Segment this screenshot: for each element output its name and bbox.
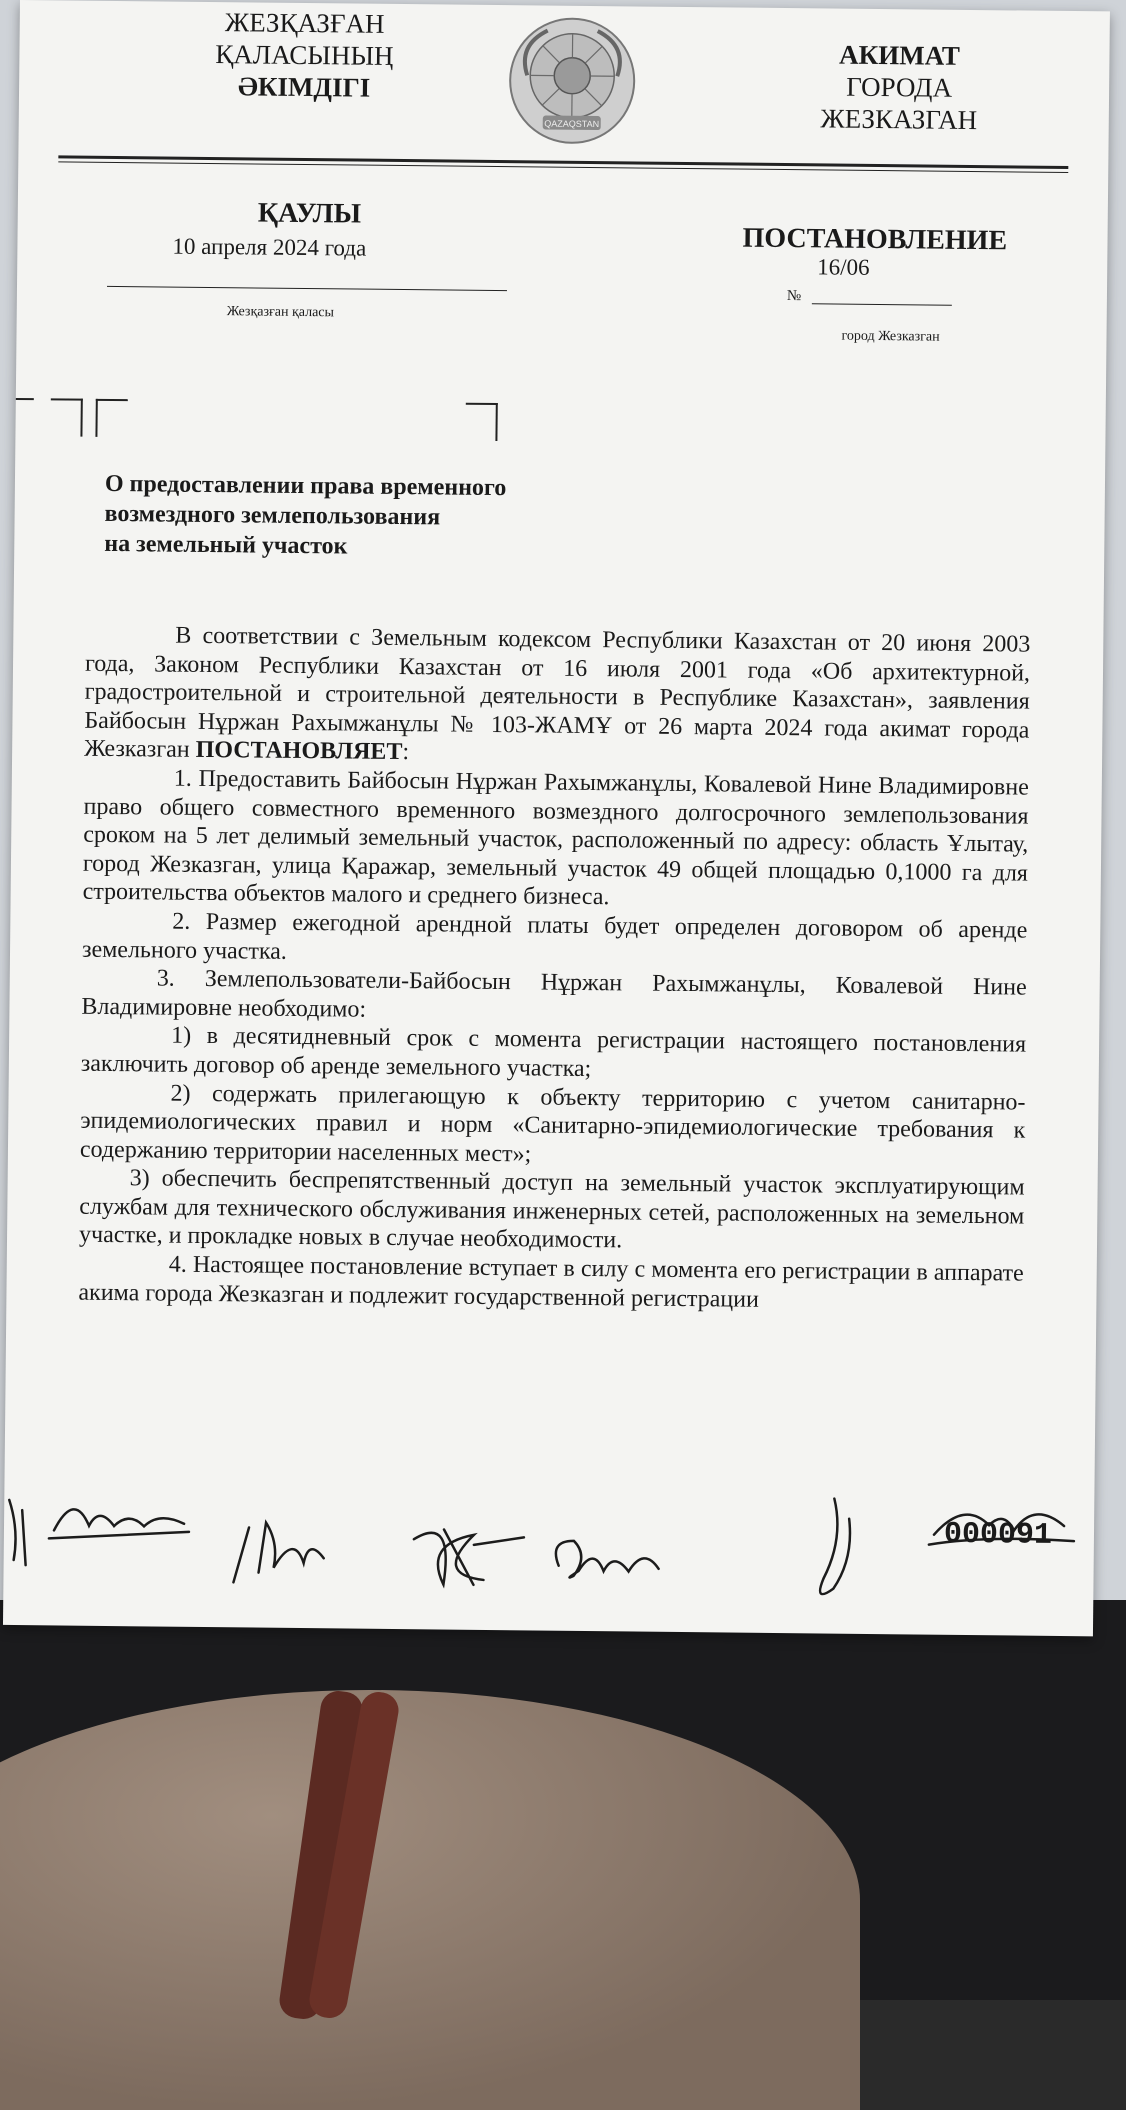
city-ru: город Жезказган [841, 329, 939, 346]
preamble-colon: : [402, 739, 409, 765]
header-ru-line2: ГОРОДА [779, 70, 1019, 105]
paragraph-1: 1. Предоставить Байбосын Нұржан Рахымжанұлы, Ковалевой Нине Владимировне право общего совместного временного возмездного долгосрочного землепользования сроком на 5 лет делимый земельный участок, расположенный по адресу: область Ұлытау, город Жезказган, улица Қаражар, земельный участок 49 общей площадью 0,1000 га для строительства объектов малого и среднего бизнеса. [83, 764, 1029, 917]
doc-title [104, 469, 506, 563]
signature-1 [9, 1500, 27, 1565]
paragraph-3-3: 3) обеспечить беспрепятственный доступ на земельный участок эксплуатирующим службам для технического обслуживания инженерных сетей, расположенных на земельном участке, и прокладке новых в случае необходимости. [79, 1164, 1025, 1260]
header-kazakh [169, 6, 440, 105]
paragraph-3-2: 2) содержать прилегающую к объекту территорию с учетом санитарно-эпидемиологических правил и норм «Санитарно-эпидемиологические требования к содержанию территории населенных мест»; [80, 1078, 1026, 1174]
signature-5 [556, 1541, 659, 1579]
corner-mark-3 [465, 403, 497, 441]
doc-body [78, 621, 1030, 1317]
title-line3: на земельный участок [104, 529, 506, 563]
date-underline [107, 286, 507, 291]
serial-number: 000091 [944, 1518, 1052, 1553]
header-ru-line1: АКИМАТ [779, 38, 1019, 73]
header-russian [779, 38, 1020, 137]
header-kz-line2: ҚАЛАСЫНЫҢ [169, 38, 439, 73]
document-page [3, 0, 1110, 1636]
header-kz-line1: ЖЕЗҚАЗҒАН [170, 6, 440, 41]
doc-date: 10 апреля 2024 года [172, 234, 366, 262]
title-line2: возмездного землепользования [104, 499, 506, 533]
signature-3 [233, 1522, 324, 1583]
doc-type-kz: ҚАУЛЫ [258, 198, 362, 231]
corner-mark-1 [50, 398, 82, 436]
header-ru-line3: ЖЕЗКАЗГАН [779, 102, 1019, 137]
number-sign: № [787, 288, 801, 305]
preamble-text: В соответствии с Земельным кодексом Республики Казахстан от 20 июня 2003 года, Законом Республики Казахстан от 16 июля 2001 года «Об архитектурной, градостроительной и строительной деятельности в Республике Казахстан», заявления Байбосын Нұржан Рахымжанұлы № 103-ЖАМҰ от 26 марта 2024 года акимат города Жезказган [84, 623, 1030, 764]
doc-type-ru: ПОСТАНОВЛЕНИЕ [742, 223, 1007, 258]
title-line1: О предоставлении права временного [105, 469, 507, 503]
corner-mark [16, 398, 34, 400]
paragraph-4: 4. Настоящее постановление вступает в силу с момента его регистрации в аппарате акима города Жезказган и подлежит государственной регистрации [78, 1250, 1024, 1317]
doc-number: 16/06 [817, 254, 870, 281]
paragraph-2: 2. Размер ежегодной арендной платы будет определен договором об аренде земельного участка. [82, 907, 1028, 974]
postanovlyaet-text: ПОСТАНОВЛЯЕТ [196, 737, 403, 765]
signature-4 [413, 1529, 524, 1585]
paragraph-3-1: 1) в десятидневный срок с момента регистрации настоящего постановления заключить договор об аренде земельного участка; [81, 1021, 1027, 1088]
signature-6 [820, 1498, 850, 1594]
signature-2 [49, 1509, 189, 1540]
paragraph-3: 3. Землепользователи-Байбосын Нұржан Рахымжанұлы, Ковалевой Нине Владимировне необходимо: [81, 964, 1027, 1031]
header-kz-line3: ӘКІМДІГІ [169, 70, 439, 105]
number-underline [812, 303, 952, 305]
emblem-text: QAZAQSTAN [544, 118, 599, 129]
corner-mark-2 [95, 399, 127, 437]
city-kz: Жезқазған қаласы [227, 304, 334, 321]
signatures [3, 1470, 1095, 1631]
preamble-paragraph [84, 621, 1030, 774]
state-emblem-icon [507, 15, 638, 146]
